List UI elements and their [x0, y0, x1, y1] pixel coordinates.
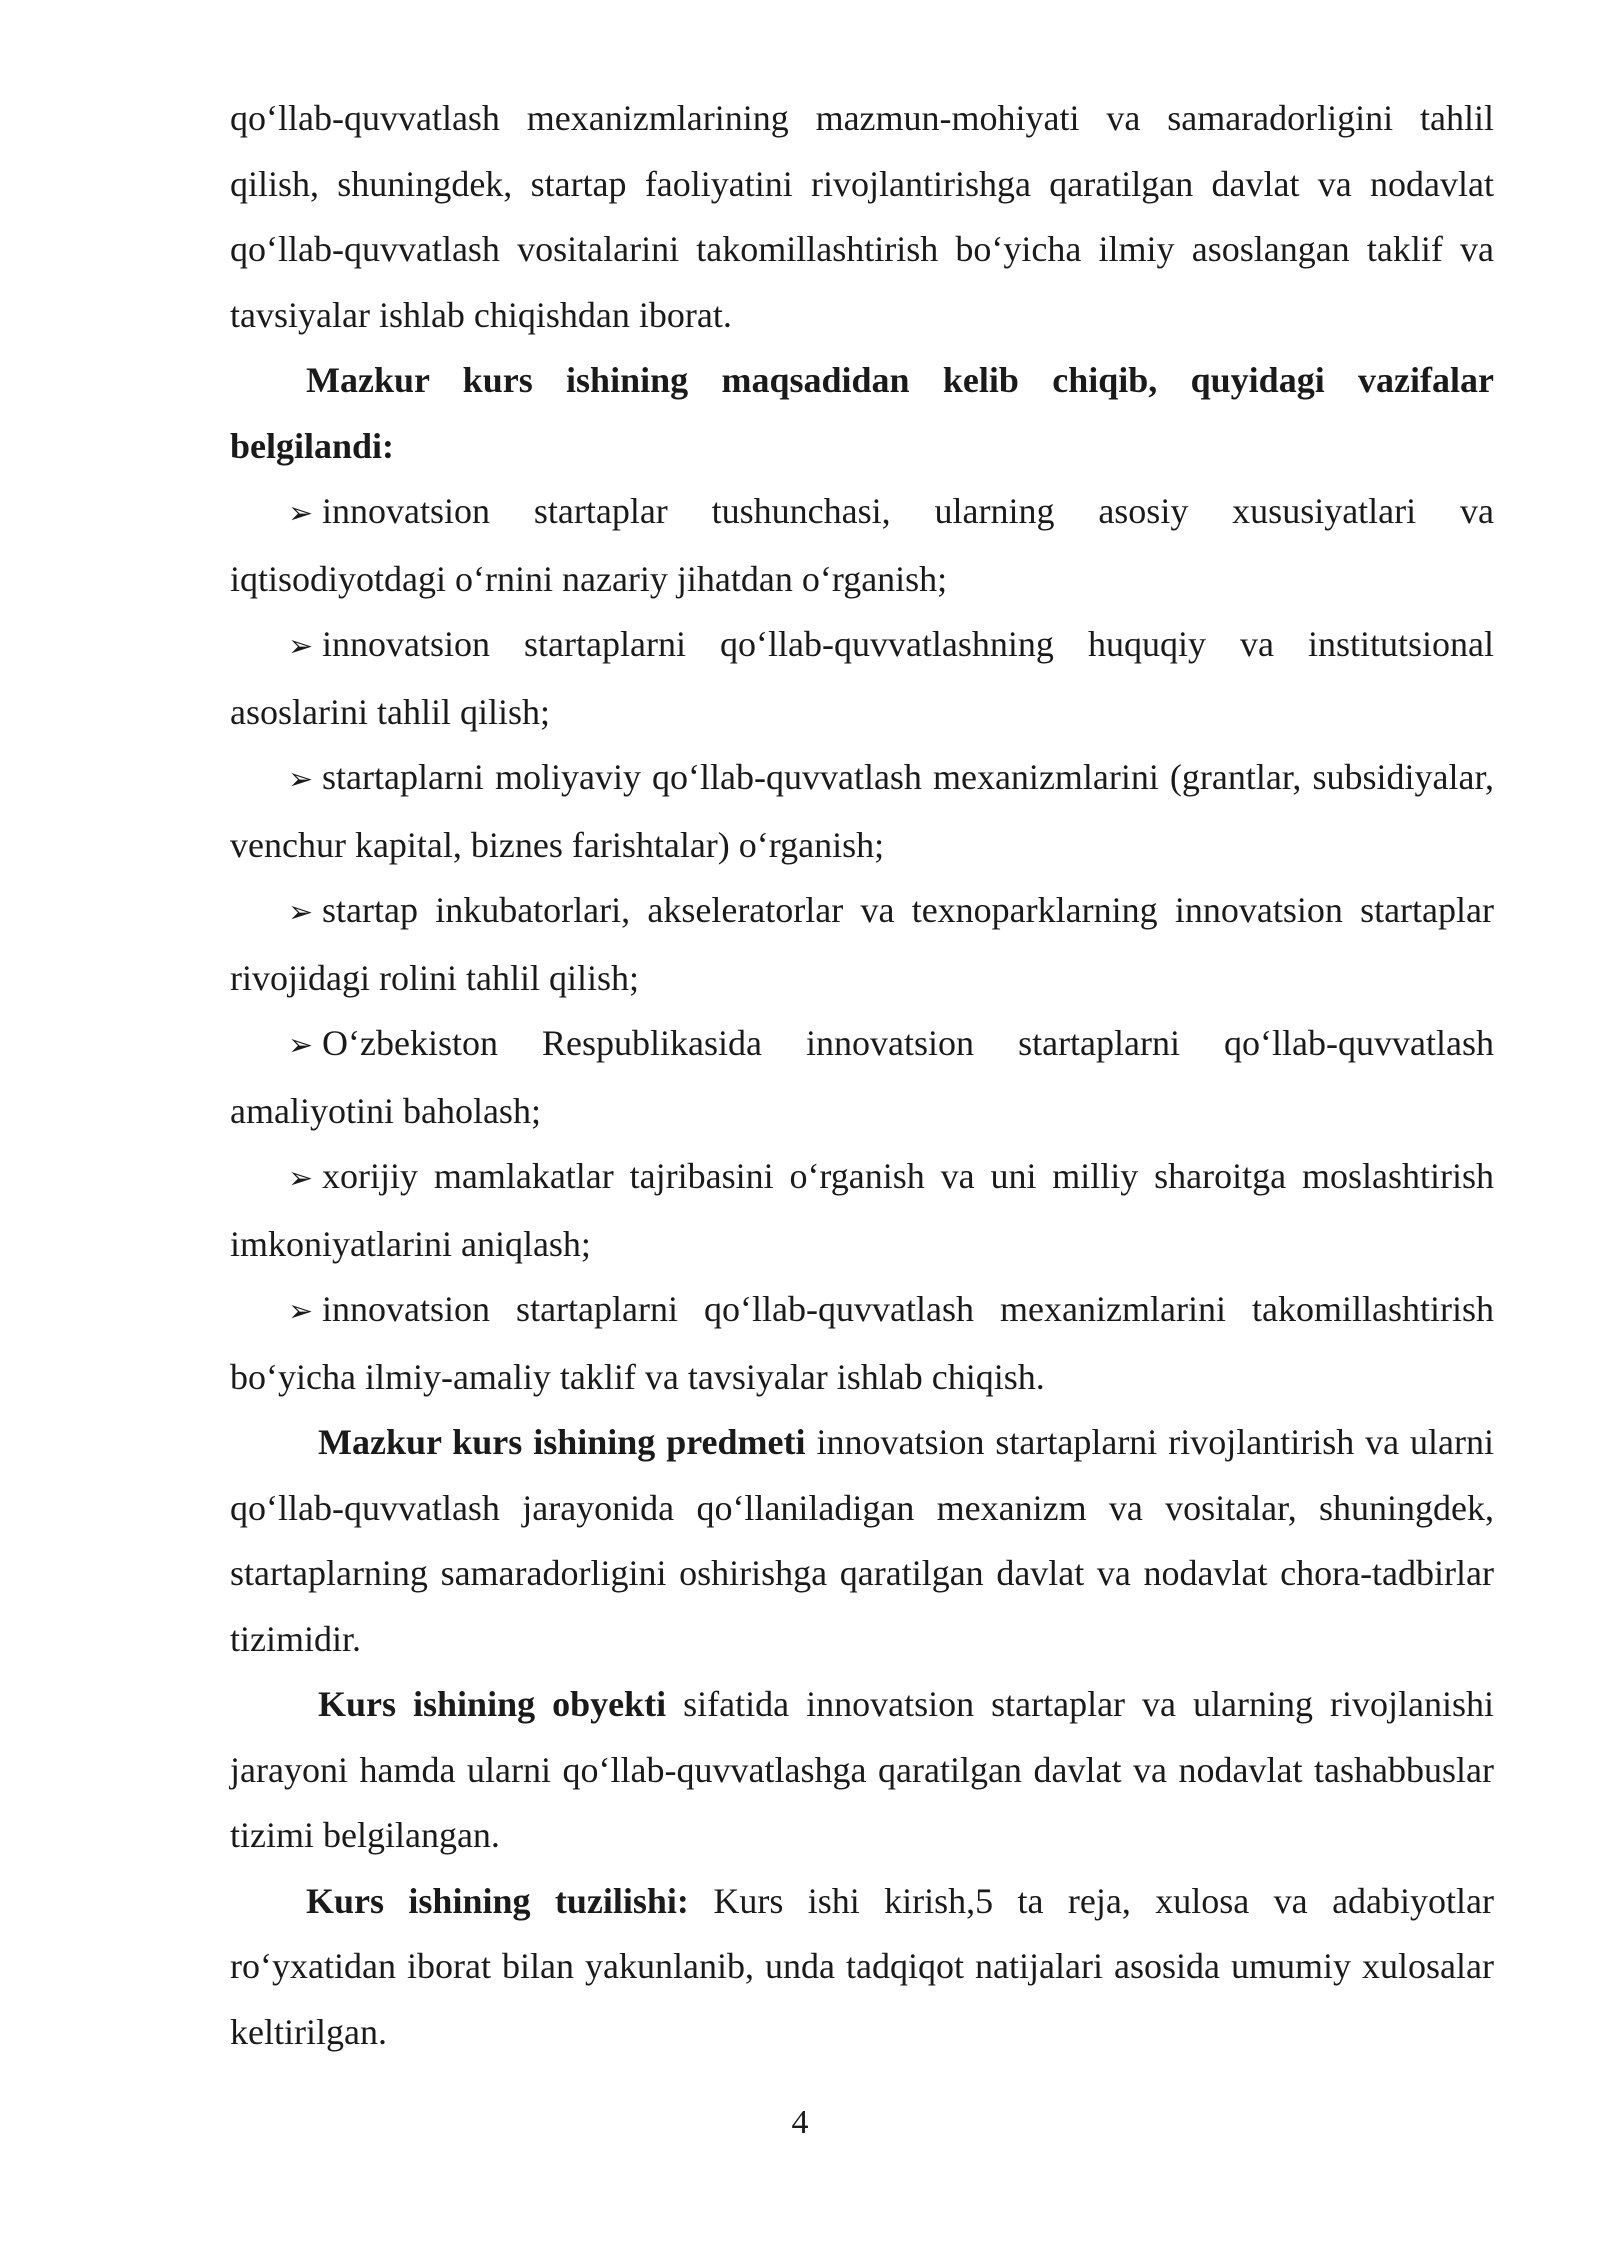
list-item — [230, 479, 1494, 612]
object-paragraph — [230, 1672, 1494, 1869]
structure-text: Kurs ishi kirish,5 ta reja, xulosa va adabiyotlar ro‘yxatidan iborat bilan yakunlanib, unda tadqiqot natijalari asosida umumiy xulosalar keltirilgan. — [230, 1880, 1494, 2052]
arrow-bullet-icon: ➢ — [288, 497, 314, 530]
subject-label: Mazkur kurs ishining predmeti — [318, 1422, 806, 1462]
structure-label: Kurs ishining tuzilishi: — [306, 1880, 689, 1921]
arrow-bullet-icon: ➢ — [288, 1295, 314, 1328]
list-item — [230, 878, 1494, 1011]
list-item-text: xorijiy mamlakatlar tajribasini o‘rganish va uni milliy sharoitga moslashtirish imkoniyatlarini aniqlash; — [230, 1156, 1494, 1264]
page-number: 4 — [791, 2104, 809, 2141]
arrow-bullet-icon: ➢ — [288, 763, 314, 796]
arrow-bullet-icon: ➢ — [288, 896, 314, 929]
list-item — [230, 1011, 1494, 1144]
list-item-text: startap inkubatorlari, akseleratorlar va texnoparklarning innovatsion startaplar rivojidagi rolini tahlil qilish; — [230, 890, 1494, 998]
subject-text: innovatsion startaplarni rivojlantirish va ularni qo‘llab-quvvatlash jarayonida qo‘llaniladigan mexanizm va vositalar, shuningdek, startaplarning samaradorligini oshirishga qaratilgan davlat va nodavlat chora-tadbirlar tizimidir. — [230, 1422, 1494, 1659]
arrow-bullet-icon: ➢ — [288, 1029, 314, 1062]
object-text: sifatida innovatsion startaplar va ularning rivojlanishi jarayoni hamda ularni qo‘llab-quvvatlashga qaratilgan davlat va nodavlat tashabbuslar tizimi belgilangan. — [230, 1684, 1494, 1855]
intro-paragraph: qo‘llab-quvvatlash mexanizmlarining mazmun-mohiyati va samaradorligini tahlil qilish, shuningdek, startap faoliyatini rivojlantirishga qaratilgan davlat va nodavlat qo‘llab-quvvatlash vositalarini takomillashtirish bo‘yicha ilmiy asoslangan taklif va tavsiyalar ishlab chiqishdan iborat. — [230, 98, 1494, 335]
list-item-text: startaplarni moliyaviy qo‘llab-quvvatlash mexanizmlarini (grantlar, subsidiyalar, venchur kapital, biznes farishtalar) o‘rganish; — [230, 757, 1494, 865]
tasks-list — [230, 479, 1494, 1410]
list-item-text: innovatsion startaplar tushunchasi, ularning asosiy xususiyatlari va iqtisodiyotdagi o‘rnini nazariy jihatdan o‘rganish; — [230, 491, 1494, 599]
structure-paragraph — [230, 1869, 1494, 2066]
list-item — [230, 745, 1494, 878]
document-body — [230, 86, 1494, 2065]
subject-paragraph — [230, 1410, 1494, 1672]
object-label: Kurs ishining obyekti — [318, 1684, 667, 1724]
list-item-text: innovatsion startaplarni qo‘llab-quvvatlash mexanizmlarini takomillashtirish bo‘yicha ilmiy-amaliy taklif va tavsiyalar ishlab chiqish. — [230, 1289, 1494, 1397]
list-item — [230, 1144, 1494, 1277]
arrow-bullet-icon: ➢ — [288, 1162, 314, 1195]
list-item-text: innovatsion startaplarni qo‘llab-quvvatlashning huquqiy va institutsional asoslarini tahlil qilish; — [230, 624, 1494, 732]
arrow-bullet-icon: ➢ — [288, 630, 314, 663]
tasks-heading: Mazkur kurs ishining maqsadidan kelib chiqib, quyidagi vazifalar belgilandi: — [230, 360, 1494, 466]
list-item — [230, 612, 1494, 745]
list-item-text: O‘zbekiston Respublikasida innovatsion startaplarni qo‘llab-quvvatlash amaliyotini baholash; — [230, 1023, 1494, 1131]
list-item — [230, 1277, 1494, 1410]
